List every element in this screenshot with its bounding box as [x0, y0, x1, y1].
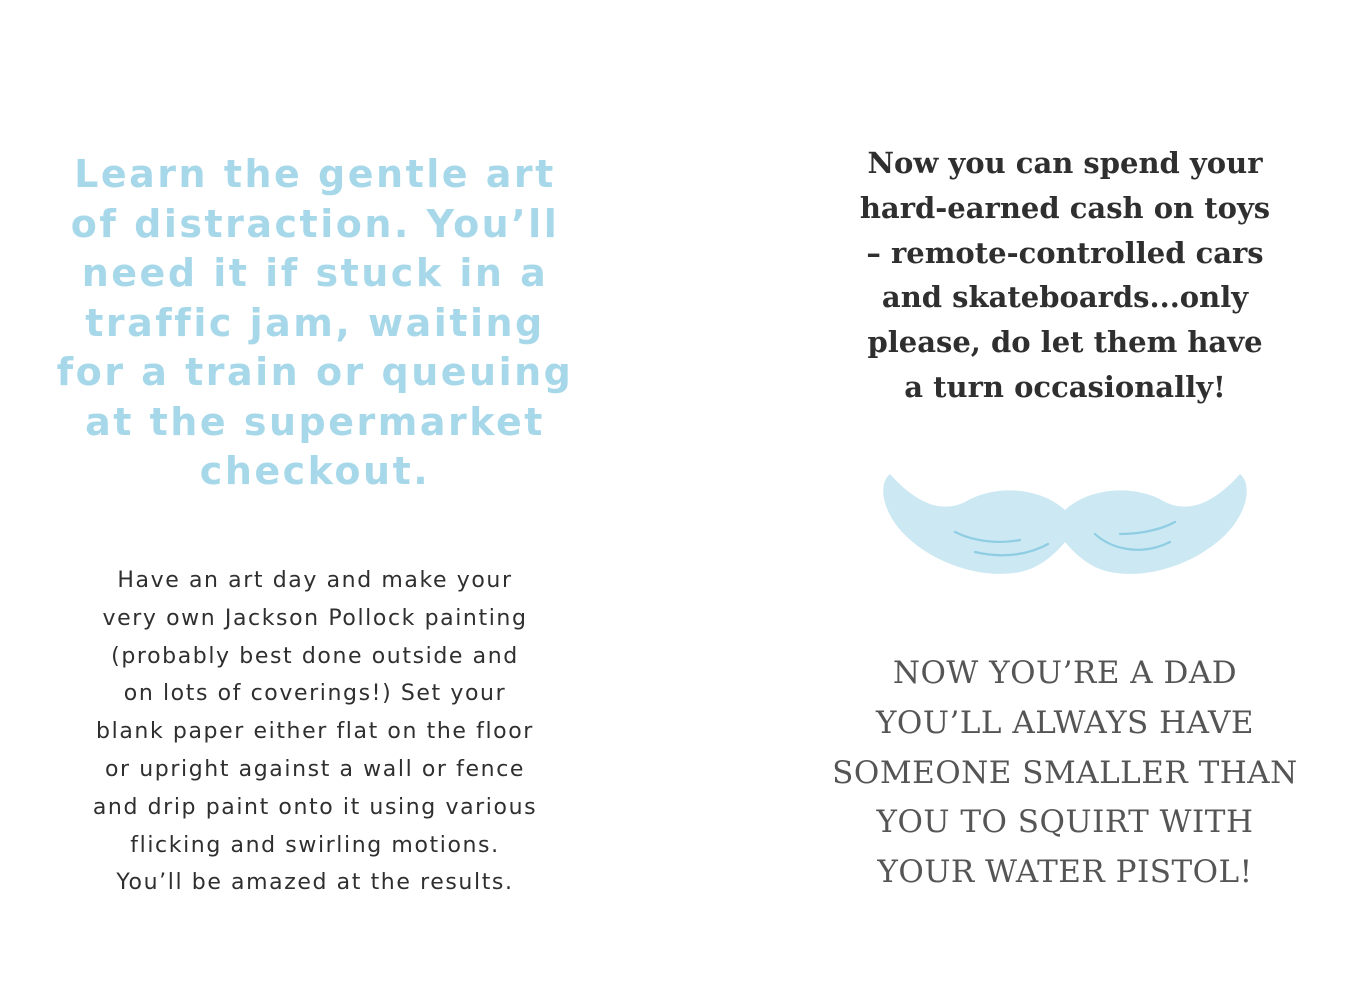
right-quote: NOW YOU’RE A DAD YOU’LL ALWAYS HAVE SOMEONE SMALLER THAN YOU TO SQUIRT WITH YOUR WATER PISTOL!	[832, 655, 1298, 891]
right-headline: Now you can spend your hard-earned cash on toys – remote-controlled cars and skateboards...only please, do let them have a turn occasionally!	[859, 146, 1271, 404]
left-body-text: Have an art day and make your very own Jackson Pollock painting (probably best done outside and on lots of coverings!) Set your blank paper either flat on the floor or upright against a wall or fence and drip paint onto it using various flicking and swirling motions. You’ll be amazed at the results.	[92, 568, 538, 896]
left-headline: Learn the gentle art of distraction. You’ll need it if stuck in a traffic jam, waiting for a train or queuing at the supermarket checkout.	[56, 152, 574, 493]
moustache-shape	[883, 474, 1247, 574]
right-page	[720, 0, 1355, 1001]
left-page	[0, 0, 640, 1001]
moustache-icon	[870, 462, 1260, 582]
